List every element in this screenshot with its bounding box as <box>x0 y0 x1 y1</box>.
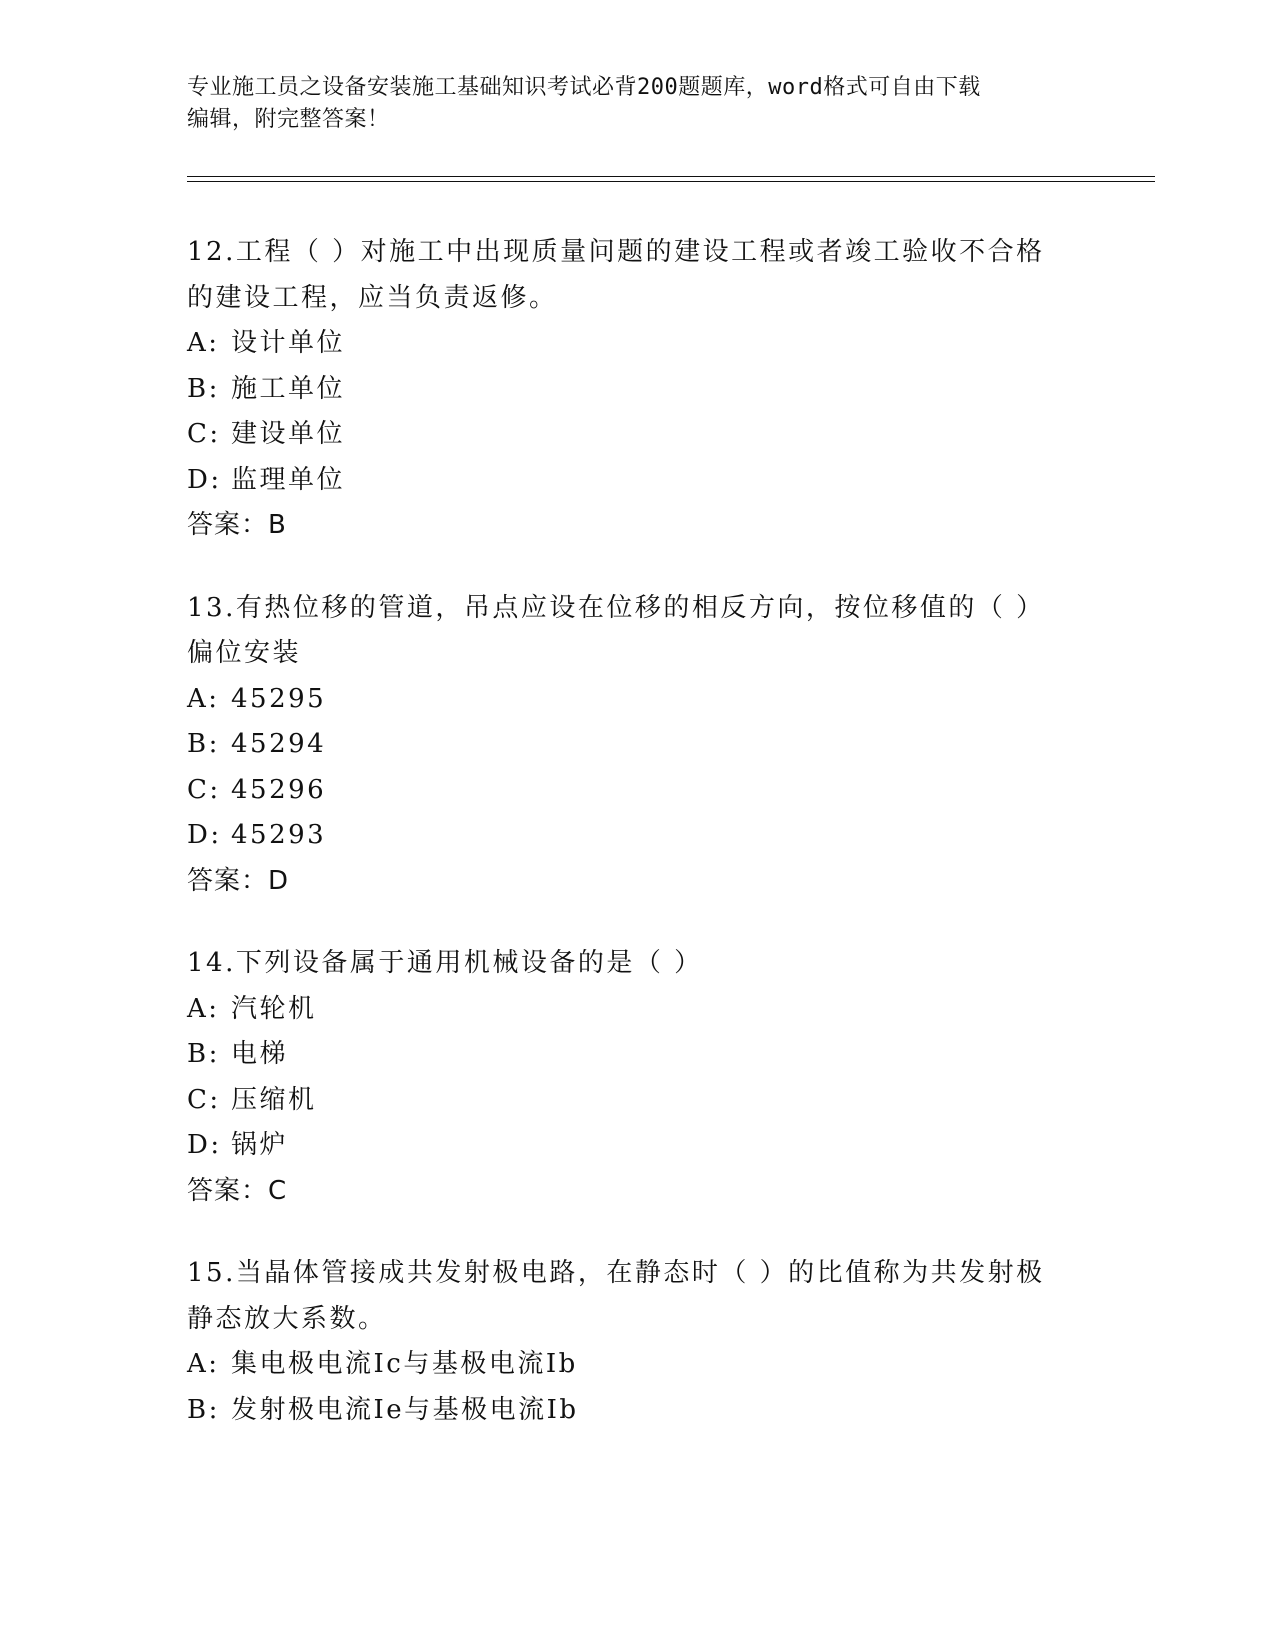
header-divider-bottom <box>187 181 1155 182</box>
option-text: 设计单位 <box>231 328 346 358</box>
question-text-line: 静态放大系数。 <box>187 1303 387 1334</box>
answer-label: 答案：D <box>187 865 290 896</box>
document-header <box>187 72 1087 136</box>
question-15 <box>187 1251 1087 1433</box>
option-text: 汽轮机 <box>231 993 317 1024</box>
option-letter: B: <box>187 729 220 759</box>
question-text-line: 13.有热位移的管道，吊点应设在位移的相反方向，按位移值的（ ） <box>187 592 1045 623</box>
option-letter: A: <box>187 683 220 714</box>
question-12 <box>187 230 1087 549</box>
option-b <box>187 1032 1087 1078</box>
option-d <box>187 813 1087 859</box>
option-text: 监理单位 <box>231 464 346 495</box>
option-letter: D: <box>187 464 222 495</box>
question-text-line: 的建设工程，应当负责返修。 <box>187 282 558 313</box>
option-letter: C: <box>187 419 221 449</box>
option-a <box>187 677 1087 723</box>
option-b <box>187 1388 1087 1434</box>
option-letter: D: <box>187 820 222 850</box>
option-text: 发射极电流Ie与基极电流Ib <box>231 1394 579 1425</box>
header-line-2: 编辑，附完整答案！ <box>187 107 390 132</box>
answer-label: 答案：B <box>187 510 287 540</box>
option-text: 锅炉 <box>231 1130 289 1160</box>
option-text: 建设单位 <box>231 419 346 449</box>
question-13 <box>187 586 1087 905</box>
option-letter: B: <box>187 1039 220 1069</box>
option-letter: B: <box>187 373 220 404</box>
option-c <box>187 768 1087 814</box>
option-letter: A: <box>187 328 220 358</box>
question-list <box>187 230 1087 1470</box>
option-a <box>187 321 1087 367</box>
question-text-line: 偏位安装 <box>187 638 302 668</box>
option-text: 45295 <box>231 683 327 714</box>
option-a <box>187 987 1087 1033</box>
option-b <box>187 367 1087 413</box>
option-text: 集电极电流Ic与基极电流Ib <box>231 1349 578 1379</box>
option-letter: D: <box>187 1130 222 1160</box>
option-text: 45296 <box>231 774 327 805</box>
option-letter: C: <box>187 1084 221 1115</box>
option-c <box>187 1078 1087 1124</box>
option-letter: C: <box>187 774 221 805</box>
option-b <box>187 722 1087 768</box>
option-a <box>187 1342 1087 1388</box>
question-14 <box>187 941 1087 1214</box>
option-d <box>187 458 1087 504</box>
option-text: 电梯 <box>231 1039 289 1069</box>
answer-label: 答案：C <box>187 1175 288 1206</box>
option-text: 施工单位 <box>231 373 346 404</box>
question-text-line: 12.工程（ ）对施工中出现质量问题的建设工程或者竣工验收不合格 <box>187 237 1045 267</box>
option-letter: B: <box>187 1394 220 1425</box>
option-letter: A: <box>187 993 220 1024</box>
header-divider-top <box>187 176 1155 177</box>
header-line-1: 专业施工员之设备安装施工基础知识考试必背200题题库，word格式可自由下载 <box>187 75 981 100</box>
option-text: 压缩机 <box>231 1084 317 1115</box>
question-text-line: 14.下列设备属于通用机械设备的是（ ） <box>187 948 703 978</box>
option-c <box>187 412 1087 458</box>
option-text: 45293 <box>231 820 327 850</box>
option-text: 45294 <box>231 729 327 759</box>
question-text-line: 15.当晶体管接成共发射极电路，在静态时（ ）的比值称为共发射极 <box>187 1258 1045 1288</box>
option-letter: A: <box>187 1349 220 1379</box>
option-d <box>187 1123 1087 1169</box>
